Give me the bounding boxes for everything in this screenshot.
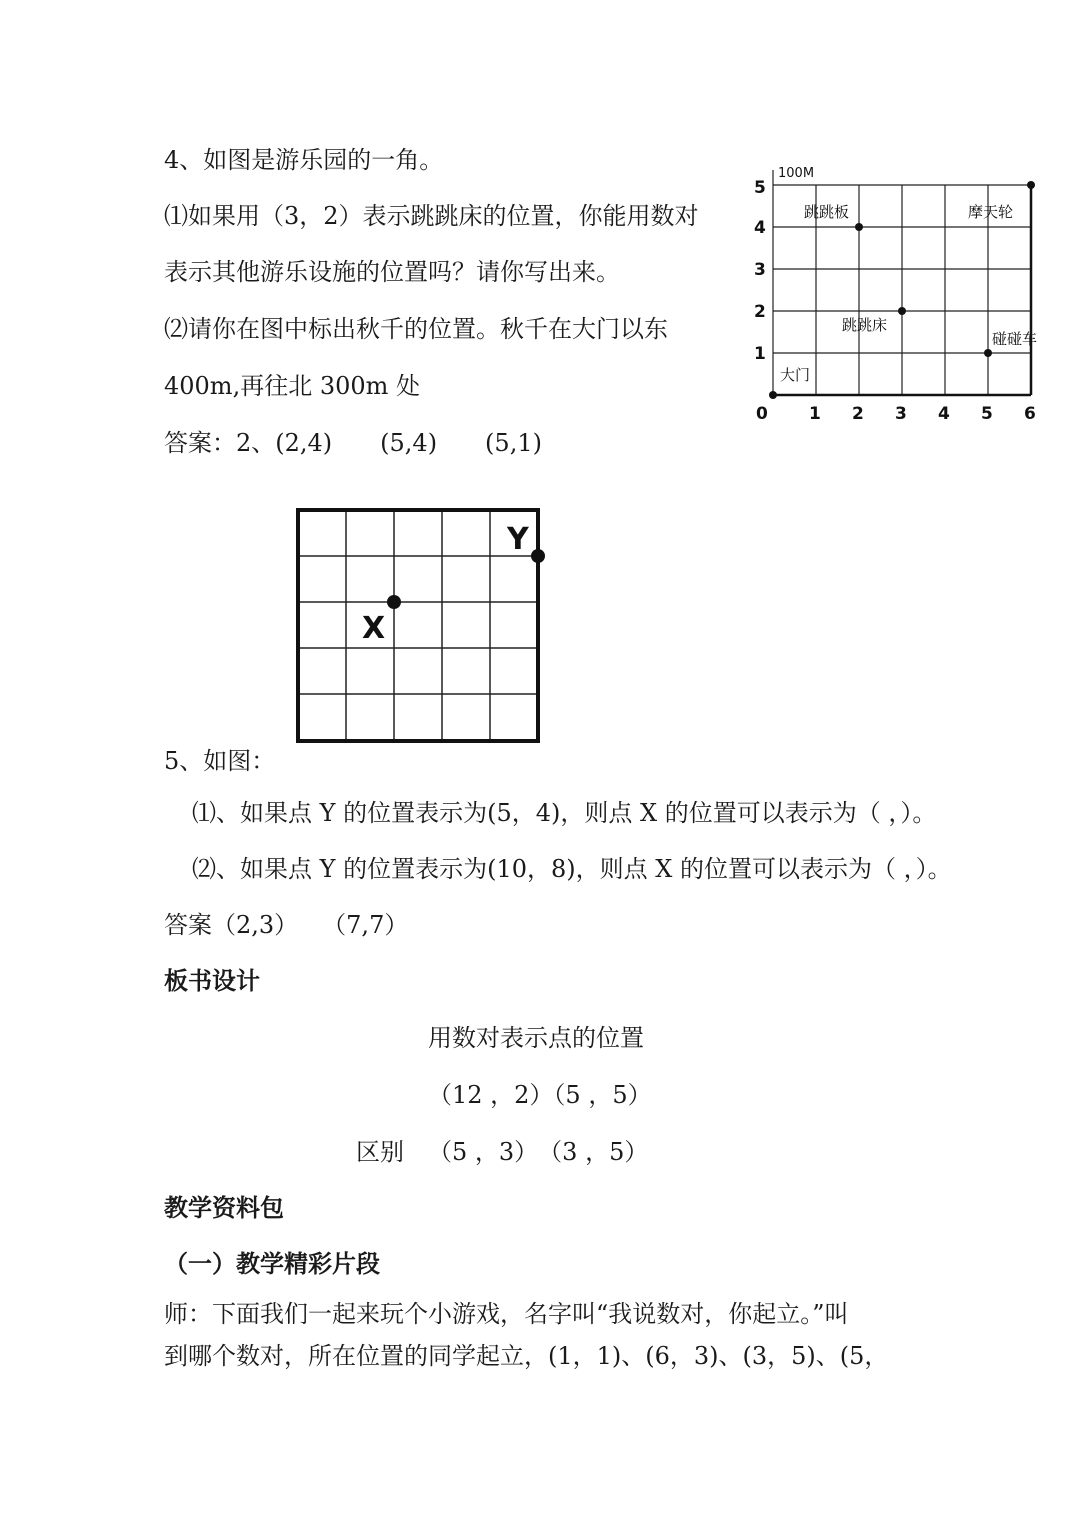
board-row1: （12 ，2）（5 ，5） xyxy=(428,1081,652,1109)
park-map-y-tick: 5 xyxy=(754,178,766,198)
park-map-x-tick: 2 xyxy=(852,404,864,424)
park-map-x-tick: 4 xyxy=(938,404,950,424)
q5-title: 5、如图： xyxy=(164,747,276,775)
q5-answer: 答案（2,3） （7,7） xyxy=(164,911,409,939)
place-dot-bumper-cars xyxy=(984,349,992,357)
place-label-ferris-wheel: 摩天轮 xyxy=(968,203,1014,221)
point-y-dot xyxy=(531,549,545,563)
place-label-jump-board: 跳跳板 xyxy=(804,203,850,221)
resources-paragraph-line1: 师：下面我们一起来玩个小游戏，名字叫“我说数对，你起立。”叫 xyxy=(164,1300,849,1328)
xy-grid-lines xyxy=(298,510,538,741)
park-map-x-tick: 6 xyxy=(1024,404,1036,424)
resources-heading: 教学资料包 xyxy=(164,1193,284,1222)
place-label-gate: 大门 xyxy=(780,366,811,384)
board-title: 用数对表示点的位置 xyxy=(428,1024,644,1052)
park-map-x-tick: 0 xyxy=(756,404,768,424)
park-map-y-tick: 2 xyxy=(754,302,766,322)
place-label-trampoline: 跳跳床 xyxy=(842,316,888,334)
xy-grid-border xyxy=(298,510,538,741)
park-map-x-tick: 5 xyxy=(981,404,993,424)
place-dot-jump-board xyxy=(855,223,863,231)
q4-title: 4、如图是游乐园的一角。 xyxy=(164,146,444,174)
park-map-x-tick: 3 xyxy=(895,404,907,424)
park-map-y-tick: 4 xyxy=(754,218,766,238)
park-map xyxy=(740,160,1080,430)
board-row2-label: 区别 xyxy=(356,1138,404,1166)
point-x-dot xyxy=(387,595,401,609)
point-y-label: Y xyxy=(507,522,529,557)
q4-part1-line1: ⑴如果用（3，2）表示跳跳床的位置，你能用数对 xyxy=(164,202,699,230)
q5-part2: ⑵、如果点 Y 的位置表示为(10，8)，则点 X 的位置可以表示为（ ，）。 xyxy=(192,855,952,883)
park-map-x-tick: 1 xyxy=(809,404,821,424)
park-map-y-tick: 1 xyxy=(754,344,766,364)
q5-part1: ⑴、如果点 Y 的位置表示为(5，4)，则点 X 的位置可以表示为（ ，）。 xyxy=(192,799,937,827)
board-heading: 板书设计 xyxy=(164,966,260,995)
q4-part1-line2: 表示其他游乐设施的位置吗？请你写出来。 xyxy=(164,258,620,286)
q4-answer: 答案：2、(2,4) (5,4) (5,1) xyxy=(164,429,542,457)
place-dot-gate xyxy=(769,391,777,399)
q4-part2-line1: ⑵请你在图中标出秋千的位置。秋千在大门以东 xyxy=(164,315,668,343)
resources-subheading: （一）教学精彩片段 xyxy=(164,1249,380,1278)
xy-grid xyxy=(290,503,550,748)
q4-part2-line2: 400m,再往北 300m 处 xyxy=(164,372,421,400)
board-row2-values: （5 ，3） （3 ，5） xyxy=(428,1138,649,1166)
park-map-y-tick: 3 xyxy=(754,260,766,280)
park-map-unit: 100M xyxy=(778,166,815,181)
place-dot-trampoline xyxy=(898,307,906,315)
resources-paragraph-line2: 到哪个数对，所在位置的同学起立，(1，1)、(6，3)、(3，5)、(5， xyxy=(164,1342,889,1370)
place-dot-ferris-wheel xyxy=(1027,181,1035,189)
point-x-label: X xyxy=(362,611,386,646)
place-label-bumper-cars: 碰碰车 xyxy=(992,330,1038,348)
